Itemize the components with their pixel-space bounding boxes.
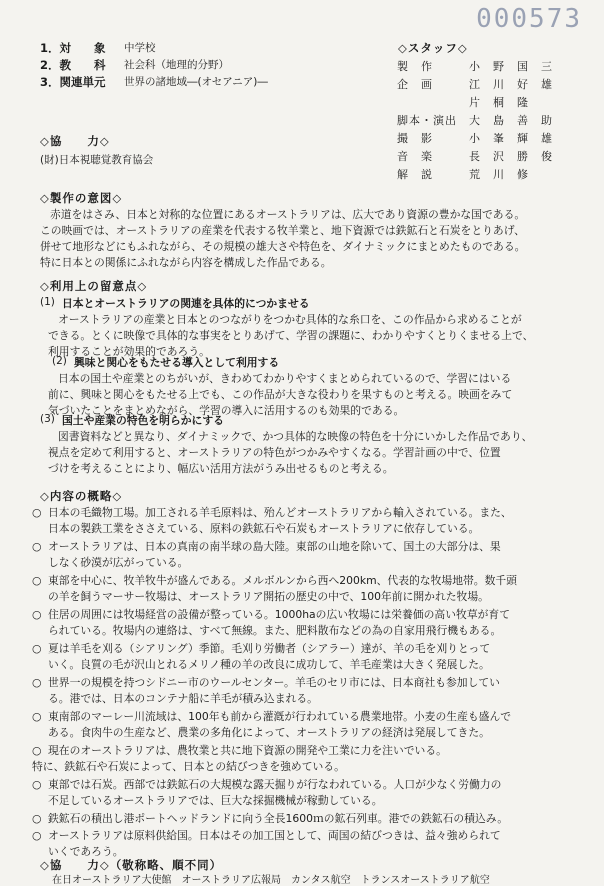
staff-name: 長沢勝俊 — [469, 150, 565, 163]
usage-item-heading: 国土や産業の特色を明らかにする — [62, 414, 224, 427]
content-line: 住居の周囲には牧場経営の設備が整っている。1000haの広い牧場には栄養価の高い牧草が育て — [48, 608, 511, 621]
info-target-label: 1．対 象 — [40, 41, 106, 55]
content-text — [48, 709, 511, 741]
cooperation-bottom-orgs: 在日オーストラリア大使館 オーストラリア広報局 カンタス航空 トランスオーストラリア航空 — [52, 875, 490, 886]
circle-bullet-icon: ○ — [32, 608, 42, 621]
usage-item-body — [48, 429, 593, 477]
staff-row — [397, 58, 589, 74]
content-text — [48, 539, 501, 571]
staff-role: 解説 — [397, 168, 445, 181]
usage-line: できる。とくに映像で具体的な事実をとりあげて、学習の課題に、わかりやすくとりくませる上で、 — [48, 329, 534, 342]
info-subject-label: 2．教 科 — [40, 58, 106, 72]
content-line: しなく砂漠が広がっている。 — [48, 556, 189, 569]
content-text — [48, 607, 510, 639]
content-line: 鉄鉱石の積出し港ポートヘッドランドに向う全長1600ｍの鉱石列車。港での鉄鉱石の積込み。 — [48, 812, 508, 825]
usage-line: 前に、興味と関心をもたせる上でも、この作品が大きな役わりを果すものと考える。映画をみて — [48, 388, 513, 401]
usage-title: ◇利用上の留意点◇ — [40, 279, 148, 293]
info-subject-value: 社会科（地理的分野） — [124, 59, 229, 71]
staff-role: 音楽 — [397, 150, 445, 163]
content-line: られている。牧場内の連絡は、すべて無線。また、肥料散布などの為の自家用飛行機もある。 — [48, 624, 502, 637]
document-stamp: 000573 — [476, 4, 582, 34]
content-text — [48, 777, 501, 809]
content-line: 世界一の規模を持つシドニー市のウールセンター。羊毛のセリ市には、日本商社も参加してい — [48, 676, 500, 689]
intent-line: 特に日本との関係にふれながら内容を構成した作品である。 — [40, 256, 332, 269]
usage-item-body — [48, 312, 593, 360]
staff-row — [397, 76, 589, 92]
content-text — [48, 505, 512, 537]
usage-item-heading: 日本とオーストラリアの関連を具体的につかませる — [62, 297, 310, 310]
intent-line: 赤道をはさみ、日本と対称的な位置にあるオーストラリアは、広大であり資源の豊かな国である。 — [50, 208, 526, 221]
staff-row — [397, 130, 589, 146]
content-line: 夏は羊毛を刈る（シアリング）季節。毛刈り労働者（シアラー）達が、羊の毛を刈りとって — [48, 642, 491, 655]
cooperation-bottom-title: ◇協 力◇（敬称略、順不同） — [40, 858, 223, 872]
intent-line: 併せて地形などにもふれながら、その規模の雄大さや特色を、ダイナミックにまとめたものである。 — [40, 240, 526, 253]
circle-bullet-icon: ○ — [32, 710, 42, 723]
content-text — [48, 811, 508, 827]
content-text — [48, 828, 501, 860]
content-line: いくであろう。 — [48, 845, 124, 858]
circle-bullet-icon: ○ — [32, 540, 42, 553]
usage-item-heading: 興味と関心をもたせる導入として利用する — [74, 356, 280, 369]
content-line: 特に、鉄鉱石や石炭によって、日本との結びつきを強めている。 — [32, 760, 345, 773]
content-line: 日本の毛織物工場。加工される羊毛原料は、殆んどオーストラリアから輸入されている。また、 — [48, 506, 512, 519]
content-line: 日本の製鉄工業をささえている、原料の鉄鉱石や石炭もオーストラリアに依存している。 — [48, 522, 480, 535]
staff-row — [397, 112, 589, 128]
staff-title: ◇スタッフ◇ — [398, 41, 468, 55]
staff-name: 片桐隆 — [469, 96, 541, 109]
usage-item-number: (3) — [40, 413, 55, 425]
content-line: 東部を中心に、牧羊牧牛が盛んである。メルボルンから西へ200km、代表的な牧場地帯。数千頭 — [48, 574, 517, 587]
usage-item-number: (2) — [52, 355, 67, 367]
content-line: いく。良質の毛が沢山とれるメリノ種の羊の改良に成功して、羊毛産業は大きく発展した。 — [48, 658, 490, 671]
content-line: オーストラリアは原料供給国。日本はその加工国として、両国の結びつきは、益々強められて — [48, 829, 501, 842]
usage-line: オーストラリアの産業と日本とのつながりをつかむ具体的な糸口を、この作品から求めることが — [58, 313, 522, 326]
circle-bullet-icon: ○ — [32, 642, 42, 655]
info-unit-label: 3．関連単元 — [40, 75, 106, 89]
circle-bullet-icon: ○ — [32, 812, 42, 825]
content-line: オーストラリアは、日本の真南の南半球の島大陸。東部の山地を除いて、国土の大部分は、果 — [48, 540, 501, 553]
content-line: の羊を飼うマーサー牧場は、オーストラリア開拓の歴史の中で、100年前に開かれた牧場。 — [48, 590, 489, 603]
cooperation-title: ◇協 力◇ — [40, 134, 110, 148]
content-text — [48, 675, 500, 707]
staff-role: 撮影 — [397, 132, 445, 145]
usage-item-number: (1) — [40, 296, 55, 308]
circle-bullet-icon: ○ — [32, 574, 42, 587]
usage-item-body — [48, 371, 593, 419]
info-target-value: 中学校 — [124, 42, 156, 54]
staff-name: 大島善助 — [469, 114, 565, 127]
staff-row — [397, 148, 589, 164]
staff-role: 製作 — [397, 60, 445, 73]
staff-role: 企画 — [397, 78, 445, 91]
circle-bullet-icon: ○ — [32, 506, 42, 519]
staff-name: 荒川修 — [469, 168, 541, 181]
circle-bullet-icon: ○ — [32, 676, 42, 689]
content-line: 東部では石炭。西部では鉄鉱石の大規模な露天掘りが行なわれている。人口が少なく労働力の — [48, 778, 502, 791]
content-line: ある。食肉牛の生産など、農業の多角化によって、オーストラリアの経済は発展してきた。 — [48, 726, 490, 739]
intent-title: ◇製作の意図◇ — [40, 191, 123, 205]
circle-bullet-icon: ○ — [32, 744, 42, 757]
intent-line: この映画では、オーストラリアの産業を代表する牧羊業と、地下資源では鉄鉱石と石炭をとりあげ、 — [40, 224, 525, 237]
content-line: 不足しているオーストラリアでは、巨大な採掘機械が稼動している。 — [48, 794, 383, 807]
content-text — [48, 641, 490, 673]
content-text — [48, 573, 517, 605]
staff-name: 小峯輝雄 — [469, 132, 565, 145]
intent-paragraph — [40, 207, 585, 271]
cooperation-org: (財)日本視聴覚教育協会 — [40, 154, 154, 166]
contents-title: ◇内容の概略◇ — [40, 489, 123, 503]
staff-row — [397, 94, 589, 110]
staff-name: 江川好雄 — [469, 78, 565, 91]
circle-bullet-icon: ○ — [32, 778, 42, 791]
info-unit-value: 世界の諸地域―(オセアニア)― — [124, 76, 268, 88]
staff-role: 脚本・演出 — [397, 114, 457, 127]
staff-row — [397, 166, 589, 182]
content-line: 東南部のマーレー川流域は、100年も前から灌漑が行われている農業地帯。小麦の生産も盛んで — [48, 710, 512, 723]
usage-line: 気づいたことをまとめながら、学習の導入に活用するのも効果的である。 — [48, 404, 405, 417]
content-line: る。港では、日本のコンテナ船に羊毛が積み込まれる。 — [48, 692, 318, 705]
usage-line: 日本の国土や産業とのちがいが、きわめてわかりやすくまとめられているので、学習にはいる — [58, 372, 512, 385]
usage-line: づけを考えることにより、幅広い活用方法がうみ出せるものと考える。 — [48, 462, 394, 475]
content-line: 現在のオーストラリアは、農牧業と共に地下資源の開発や工業に力を注いでいる。 — [48, 744, 447, 757]
staff-name: 小野国三 — [469, 60, 565, 73]
content-text — [32, 743, 447, 775]
usage-line: 視点を定めて利用すると、オーストラリアの特色がつかみやすくなる。学習計画の中で、位置 — [48, 446, 501, 459]
circle-bullet-icon: ○ — [32, 829, 42, 842]
usage-line: 図書資料などと異なり、ダイナミックで、かつ具体的な映像の特色を十分にいかした作品であり、 — [58, 430, 533, 443]
usage-line: 利用することが効果的であろう。 — [48, 345, 210, 358]
